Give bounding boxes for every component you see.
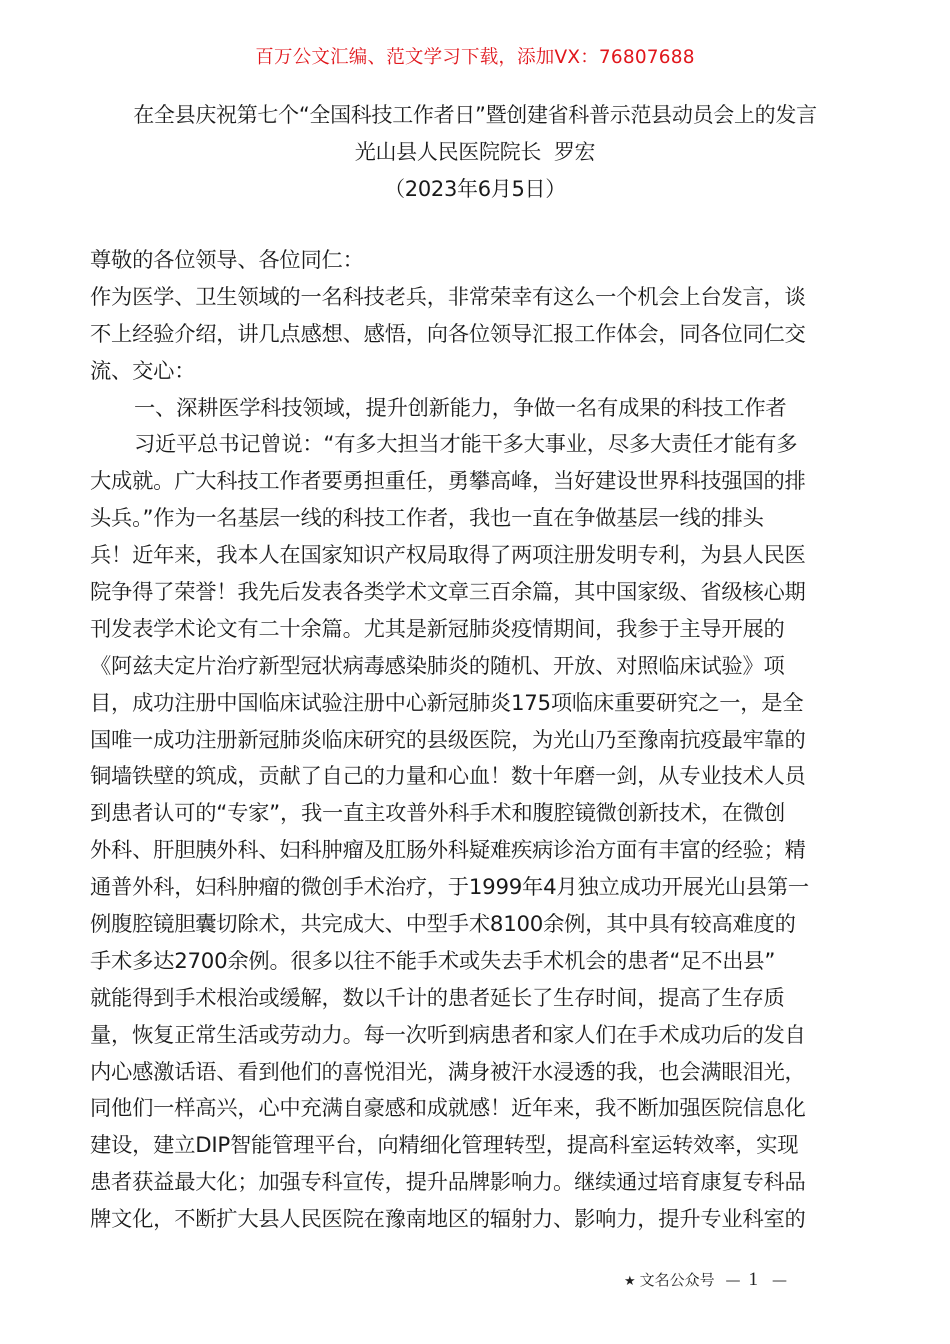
section-heading: 一、深耕医学科技领域，提升创新能力，争做一名有成果的科技工作者 [134, 395, 787, 421]
body-line: 《阿兹夫定片治疗新型冠状病毒感染肺炎的随机、开放、对照临床试验》项 [90, 653, 785, 679]
footer-dash-right: — [771, 1271, 787, 1289]
body-line: 手术多达2700余例。很多以往不能手术或失去手术机会的患者“足不出县” [90, 948, 776, 974]
body-line: 外科、肝胆胰外科、妇科肿瘤及肛肠外科疑难疾病诊治方面有丰富的经验；精 [90, 838, 806, 864]
body-line: 院争得了荣誉！我先后发表各类学术文章三百余篇，其中国家级、省级核心期 [90, 580, 806, 606]
page-number: 1 [748, 1269, 758, 1290]
body-line: 头兵。”作为一名基层一线的科技工作者，我也一直在争做基层一线的排头 [90, 506, 764, 532]
body-line: 大成就。广大科技工作者要勇担重任，勇攀高峰，当好建设世界科技强国的排 [90, 469, 806, 495]
document-body [90, 243, 862, 1239]
body-line: 同他们一样高兴，心中充满自豪感和成就感！近年来，我不断加强医院信息化 [90, 1096, 806, 1122]
star-icon: ★ [624, 1274, 636, 1289]
body-line: 量，恢复正常生活或劳动力。每一次听到病患者和家人们在手术成功后的发自 [90, 1022, 806, 1048]
body-line: 建设，建立DIP智能管理平台，向精细化管理转型，提高科室运转效率，实现 [90, 1133, 799, 1159]
body-line: 到患者认可的“专家”，我一直主攻普外科手术和腹腔镜微创新技术，在微创 [90, 801, 786, 827]
body-line: 就能得到手术根治或缓解，数以千计的患者延长了生存时间，提高了生存质 [90, 985, 785, 1011]
body-line: 目，成功注册中国临床试验注册中心新冠肺炎175项临床重要研究之一，是全 [90, 690, 804, 716]
footer-source: 文名公众号 [639, 1271, 715, 1289]
body-line: 刊发表学术论文有二十余篇。尤其是新冠肺炎疫情期间，我参于主导开展的 [90, 616, 785, 642]
document-date: （2023年6月5日） [384, 177, 566, 201]
body-line: 兵！近年来，我本人在国家知识产权局取得了两项注册发明专利，为县人民医 [90, 543, 806, 569]
document-author: 光山县人民医院院长 罗宏 [354, 140, 596, 164]
body-line: 通普外科，妇科肿瘤的微创手术治疗，于1999年4月独立成功开展光山县第一 [90, 875, 809, 901]
watermark-banner: 百万公文汇编、范文学习下载，添加VX：76807688 [255, 47, 695, 68]
body-line: 患者获益最大化；加强专科宣传，提升品牌影响力。继续通过培育康复专科品 [90, 1170, 806, 1196]
body-line: 作为医学、卫生领域的一名科技老兵，非常荣幸有这么一个机会上台发言，谈 [90, 284, 806, 310]
footer-dash-left: — [725, 1271, 741, 1289]
document-title: 在全县庆祝第七个“全国科技工作者日”暨创建省科普示范县动员会上的发言 [133, 103, 817, 127]
body-line: 国唯一成功注册新冠肺炎临床研究的县级医院，为光山乃至豫南抗疫最牢靠的 [90, 727, 806, 753]
salutation: 尊敬的各位领导、各位同仁： [90, 248, 364, 273]
body-line: 牌文化，不断扩大县人民医院在豫南地区的辐射力、影响力，提升专业科室的 [90, 1207, 806, 1233]
document-header [0, 97, 950, 208]
body-line: 习近平总书记曾说：“有多大担当才能干多大事业，尽多大责任才能有多 [134, 432, 798, 458]
body-line: 不上经验介绍，讲几点感想、感悟，向各位领导汇报工作体会，同各位同仁交 [90, 321, 806, 347]
body-line: 流、交心： [90, 358, 196, 384]
body-line: 例腹腔镜胆囊切除术，共完成大、中型手术8100余例，其中具有较高难度的 [90, 912, 796, 938]
body-line: 铜墙铁壁的筑成，贡献了自己的力量和心血！数十年磨一剑，从专业技术人员 [90, 764, 806, 790]
page-footer [624, 1268, 787, 1294]
body-line: 内心感激话语、看到他们的喜悦泪光，满身被汗水浸透的我，也会满眼泪光， [90, 1059, 806, 1085]
